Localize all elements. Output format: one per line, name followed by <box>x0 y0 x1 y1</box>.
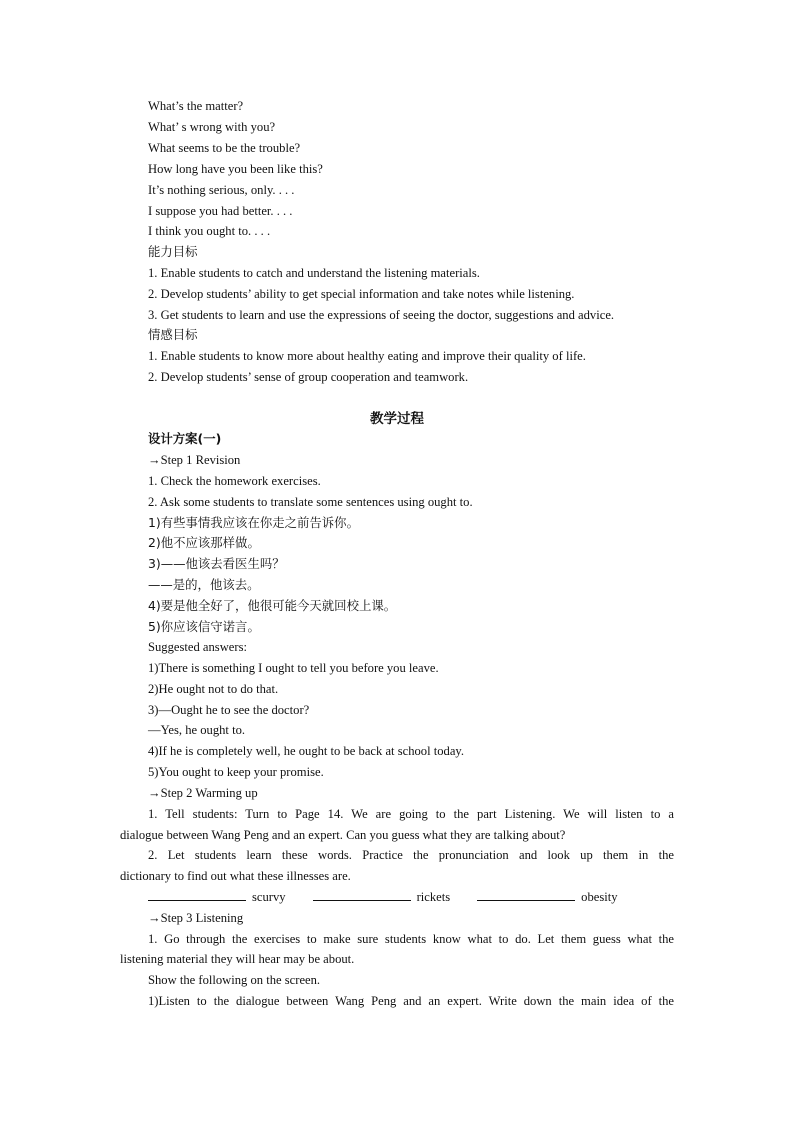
phrase-line: What’ s wrong with you? <box>148 120 276 134</box>
chinese-sentence: 4)要是他全好了，他很可能今天就回校上课。 <box>148 598 397 613</box>
ability-goals-title: 能力目标 <box>148 244 198 259</box>
answer-line: 2)He ought not to do that. <box>148 682 279 696</box>
step3-question-line: 1)Listen to the dialogue between Wang Peng and an expert. Write down the main idea of the <box>148 994 674 1008</box>
chinese-sentence: 2)他不应该那样做。 <box>148 535 260 550</box>
ability-item: 2. Develop students’ ability to get special information and take notes while listening. <box>148 287 575 301</box>
step2-paragraph-line: 2. Let students learn these words. Practice the pronunciation and look up them in the <box>148 848 674 862</box>
chinese-sentence: 5)你应该信守诺言。 <box>148 619 260 634</box>
ability-item: 3. Get students to learn and use the expressions of seeing the doctor, suggestions and advice. <box>148 308 615 322</box>
section-heading: 教学过程 <box>370 411 424 427</box>
emotion-item: 1. Enable students to know more about healthy eating and improve their quality of life. <box>148 349 586 363</box>
step2-paragraph-line: dialogue between Wang Peng and an expert. Can you guess what they are talking about? <box>120 828 566 842</box>
answer-line: 5)You ought to keep your promise. <box>148 765 324 779</box>
step2-paragraph-line: 1. Tell students: Turn to Page 14. We are going to the part Listening. We will listen to a <box>148 807 674 821</box>
phrase-line: It’s nothing serious, only. . . . <box>148 183 295 197</box>
answer-blank <box>313 889 411 901</box>
step2-title: →Step 2 Warming up <box>148 786 258 800</box>
step3-paragraph-line: 1. Go through the exercises to make sure students know what to do. Let them guess what the <box>148 932 674 946</box>
phrase-line: How long have you been like this? <box>148 162 323 176</box>
chinese-sentence: 1)有些事情我应该在你走之前告诉你。 <box>148 515 359 530</box>
emotion-item: 2. Develop students’ sense of group cooperation and teamwork. <box>148 370 469 384</box>
answer-line: 1)There is something I ought to tell you before you leave. <box>148 661 439 675</box>
ability-item: 1. Enable students to catch and understand the listening materials. <box>148 266 480 280</box>
step1-item: 2. Ask some students to translate some sentences using ought to. <box>148 495 473 509</box>
vocab-word: obesity <box>581 890 618 904</box>
step1-item: 1. Check the homework exercises. <box>148 474 321 488</box>
answers-label: Suggested answers: <box>148 640 247 654</box>
chinese-sentence: 3)——他该去看医生吗？ <box>148 556 285 571</box>
phrase-line: I think you ought to. . . . <box>148 224 271 238</box>
answer-line: 3)—Ought he to see the doctor? <box>148 703 310 717</box>
step1-title: →Step 1 Revision <box>148 453 241 467</box>
phrase-line: What seems to be the trouble? <box>148 141 301 155</box>
answer-line: —Yes, he ought to. <box>148 723 246 737</box>
answer-line: 4)If he is completely well, he ought to be back at school today. <box>148 744 465 758</box>
step2-paragraph-line: dictionary to find out what these illnesses are. <box>120 869 351 883</box>
vocabulary-blanks-row <box>148 889 618 905</box>
phrase-line: I suppose you had better. . . . <box>148 204 293 218</box>
phrase-line: What’s the matter? <box>148 99 244 113</box>
answer-blank <box>477 889 575 901</box>
step3-show-line: Show the following on the screen. <box>148 973 321 987</box>
emotion-goals-title: 情感目标 <box>148 327 198 342</box>
step3-title: →Step 3 Listening <box>148 911 244 925</box>
step3-paragraph-line: listening material they will hear may be about. <box>120 952 355 966</box>
chinese-sentence: ——是的，他该去。 <box>148 577 260 592</box>
vocab-word: rickets <box>416 890 451 904</box>
answer-blank <box>148 889 246 901</box>
plan-title: 设计方案(一) <box>148 431 222 446</box>
vocab-word: scurvy <box>252 890 286 904</box>
